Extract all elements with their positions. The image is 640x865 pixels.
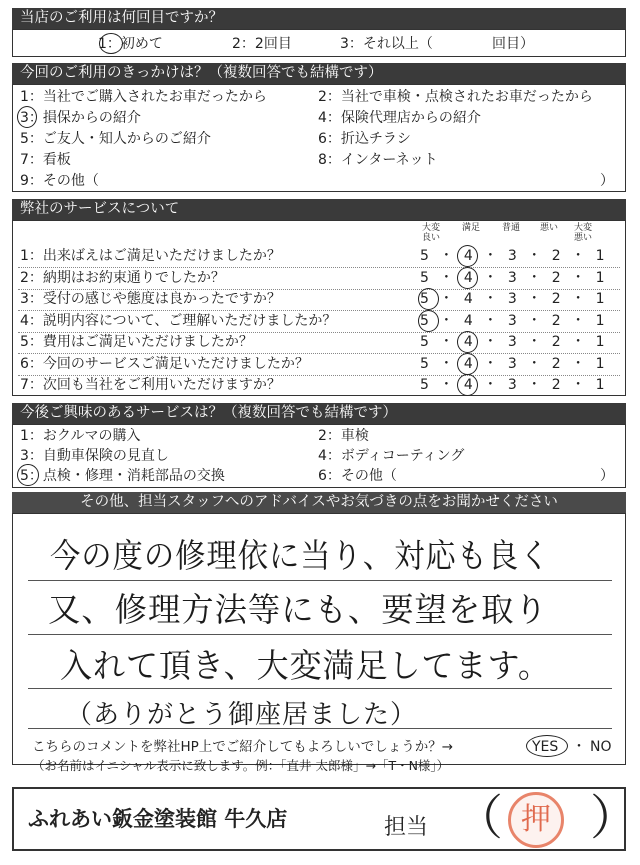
shop-name: ふれあい鈑金塗装館 牛久店 xyxy=(28,807,288,831)
q2-item: 7：看板 xyxy=(20,152,71,168)
ruled-line xyxy=(28,688,612,689)
comment-line: 入れて頂き、大変満足してます。 xyxy=(60,646,551,685)
ruled-line xyxy=(28,634,612,635)
consent-yes-circle xyxy=(526,735,568,757)
staff-label: 担当 xyxy=(384,815,429,840)
q2-close-paren: ） xyxy=(600,173,614,189)
consent-separator: ・ xyxy=(572,739,586,755)
q2-item: 6：折込チラシ xyxy=(318,131,411,147)
q3-rating-scale: 5・4・3・2・1 xyxy=(420,377,616,393)
consent-yes: YES xyxy=(532,739,559,755)
q3-answer-circle xyxy=(457,245,478,267)
q1-header: 当店のご利用は何回目ですか？ xyxy=(12,8,626,29)
consent-question: こちらのコメントを弊社HP上でご紹介してもよろしいでしょうか？→ xyxy=(32,739,454,755)
q3-question: 1：出来ばえはご満足いただけましたか？ xyxy=(20,248,281,264)
comment-line: 今の度の修理依に当り、対応も良く xyxy=(50,536,551,575)
consent-no: NO xyxy=(590,739,612,755)
q3-question: 5：費用はご満足いただけましたか？ xyxy=(20,334,253,350)
q4-item: 2：車検 xyxy=(318,428,369,444)
q3-answer-circle xyxy=(418,310,439,332)
row-divider xyxy=(18,353,620,354)
scale-label-5: 大変 良い xyxy=(421,223,440,243)
q2-header: 今回のご利用のきっかけは？（複数回答でも結構です） xyxy=(12,63,626,84)
q3-rating-scale: 5・4・3・2・1 xyxy=(420,248,616,264)
q3-rating-scale: 5・4・3・2・1 xyxy=(420,312,616,329)
staff-close-paren: ） xyxy=(590,790,639,846)
q3-header: 弊社のサービスについて xyxy=(12,199,626,220)
q1-option-2: 2：2回目 xyxy=(232,36,292,52)
q3-answer-circle xyxy=(457,374,478,396)
q1-selected-circle xyxy=(99,33,123,54)
q4-selected-circle xyxy=(17,464,39,486)
scale-label-2: 悪い xyxy=(539,223,558,233)
q2-item: 4：保険代理店からの紹介 xyxy=(318,110,481,126)
q3-answer-circle xyxy=(457,267,478,289)
q3-question: 7：次回も当社をご利用いただけますか？ xyxy=(20,377,281,393)
staff-stamp: 押 xyxy=(508,792,564,848)
q2-selected-circle xyxy=(17,106,37,128)
q1-option-3: 3：それ以上（ xyxy=(340,36,433,52)
q4-item: 6：その他（ xyxy=(318,468,397,484)
scale-label-1: 大変 悪い xyxy=(573,223,592,243)
q4-item: 5：点検・修理・消耗部品の交換 xyxy=(20,468,225,484)
q4-item: 4：ボディコーティング xyxy=(318,448,465,464)
q2-item: 9：その他（ xyxy=(20,173,99,189)
q3-question: 3：受付の感じや態度は良かったですか？ xyxy=(20,291,281,307)
consent-note: （お名前はイニシャル表示に致します。例：「直井 太郎様」→「T・N様」） xyxy=(32,758,450,773)
q3-rating-scale: 5・4・3・2・1 xyxy=(420,269,616,286)
q4-header: 今後ご興味のあるサービスは？（複数回答でも結構です） xyxy=(12,403,626,424)
q3-question: 6：今回のサービスご満足いただけましたか？ xyxy=(20,355,309,372)
scale-label-3: 普通 xyxy=(501,223,520,233)
q3-question: 4：説明内容について、ご理解いただけましたか？ xyxy=(20,312,337,329)
comment-line: 又、修理方法等にも、要望を取り xyxy=(48,590,548,629)
q1-option-3-suffix: 回目） xyxy=(492,36,534,52)
q2-item: 5：ご友人・知人からのご紹介 xyxy=(20,131,211,147)
q3-answer-circle xyxy=(418,288,439,310)
q3-answer-circle xyxy=(457,331,478,353)
q4-item: 1：おクルマの購入 xyxy=(20,428,141,444)
q3-question: 2：納期はお約束通りでしたか？ xyxy=(20,269,225,286)
q2-item: 2：当社で車検・点検されたお車だったから xyxy=(318,89,593,105)
ruled-line xyxy=(28,580,612,581)
row-divider xyxy=(18,310,620,311)
q4-item: 3：自動車保険の見直し xyxy=(20,448,169,464)
row-divider xyxy=(18,289,620,290)
q3-answer-circle xyxy=(457,353,478,375)
q2-item: 3：損保からの紹介 xyxy=(20,110,141,126)
row-divider xyxy=(18,332,620,333)
q4-close-paren: ） xyxy=(600,468,614,484)
q2-item: 8：インターネット xyxy=(318,152,438,168)
q3-rating-scale: 5・4・3・2・1 xyxy=(420,291,616,307)
comments-header: その他、担当スタッフへのアドバイスやお気づきの点をお聞かせください xyxy=(12,492,626,513)
q1-option-1: 1：初めて xyxy=(98,36,163,52)
row-divider xyxy=(18,267,620,268)
scale-label-4: 満足 xyxy=(461,223,480,233)
staff-open-paren: （ xyxy=(455,790,504,846)
comment-line: （ありがとう御座居ました） xyxy=(66,700,418,730)
q2-item: 1：当社でご購入されたお車だったから xyxy=(20,89,267,105)
q3-rating-scale: 5・4・3・2・1 xyxy=(420,355,616,372)
row-divider xyxy=(18,375,620,376)
q3-rating-scale: 5・4・3・2・1 xyxy=(420,334,616,350)
